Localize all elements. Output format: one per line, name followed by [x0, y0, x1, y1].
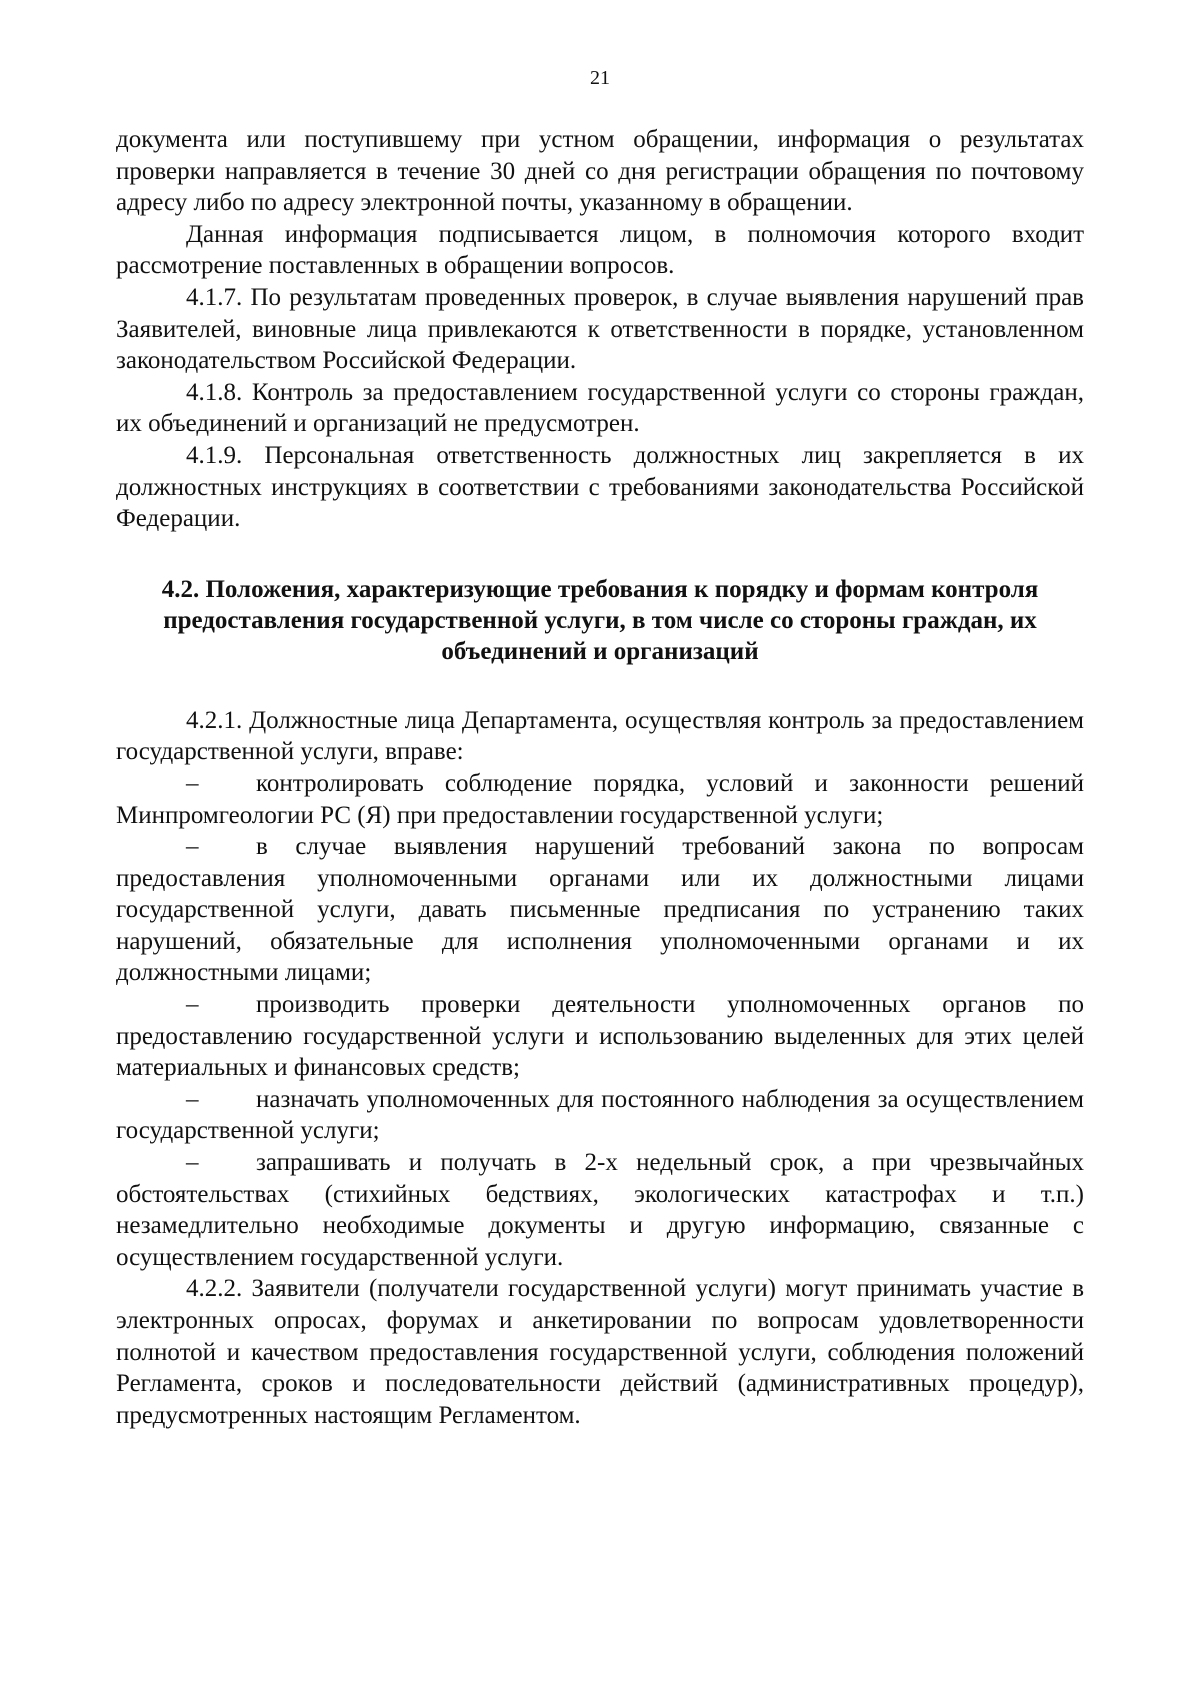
list-item-text: запрашивать и получать в 2-х недельный срок, а при чрезвычайных обстоятельствах (стихийных бедствиях, экологических катастрофах и т.п.) незамедлительно необходимые документы и другую информацию, связанные с осуществлением государственной услуги. [116, 1149, 1084, 1271]
paragraph-4-1-8: 4.1.8. Контроль за предоставлением государственной услуги со стороны граждан, их объединений и организаций не предусмотрен. [116, 378, 1084, 438]
list-item [116, 989, 1084, 1084]
dash-mark: – [186, 769, 199, 797]
dash-mark: – [186, 833, 199, 861]
list-item-text: производить проверки деятельности уполномоченных органов по предоставлению государственной услуги и использованию выделенных для этих целей материальных и финансовых средств; [116, 991, 1084, 1082]
dash-mark: – [186, 1149, 199, 1177]
list-item-text: контролировать соблюдение порядка, условий и законности решений Минпромгеологии РС (Я) при предоставлении государственной услуги; [116, 769, 1084, 829]
paragraph-4-1-7: 4.1.7. По результатам проведенных проверок, в случае выявления нарушений прав Заявителей, виновные лица привлекаются к ответственности в порядке, установленном законодательством Российской Федерации. [116, 283, 1084, 375]
list-item [116, 1147, 1084, 1273]
list-item-text: назначать уполномоченных для постоянного наблюдения за осуществлением государственной услуги; [116, 1085, 1084, 1145]
list-item-text: в случае выявления нарушений требований закона по вопросам предоставления уполномоченными органами или их должностными лицами государственной услуги, давать письменные предписания по устранению таких нарушений, обязательные для исполнения уполномоченными органами и их должностными лицами; [116, 833, 1084, 987]
list-item [116, 768, 1084, 831]
paragraph-4-2-2: 4.2.2. Заявители (получатели государственной услуги) могут принимать участие в электронных опросах, форумах и анкетировании по вопросам удовлетворенности полнотой и качеством предоставления государственной услуги, соблюдения положений Регламента, сроков и последовательности действий (административных процедур), предусмотренных настоящим Регламентом. [116, 1275, 1084, 1429]
dash-mark: – [186, 991, 199, 1019]
page-number: 21 [590, 67, 610, 89]
list-item [116, 831, 1084, 989]
paragraph-continuation: документа или поступившему при устном обращении, информация о результатах проверки направляется в течение 30 дней со дня регистрации обращения по почтовому адресу либо по адресу электронной почты, указанному в обращении. [116, 126, 1084, 217]
paragraph-info-signed: Данная информация подписывается лицом, в полномочия которого входит рассмотрение поставленных в обращении вопросов. [116, 220, 1084, 280]
list-item [116, 1084, 1084, 1147]
paragraph-4-1-9: 4.1.9. Персональная ответственность должностных лиц закрепляется в их должностных инструкциях в соответствии с требованиями законодательства Российской Федерации. [116, 441, 1084, 533]
section-heading-4-2: 4.2. Положения, характеризующие требования к порядку и формам контроля предоставления государственной услуги, в том числе со стороны граждан, их объединений и организаций [161, 575, 1039, 665]
dash-mark: – [186, 1085, 199, 1113]
paragraph-4-2-1: 4.2.1. Должностные лица Департамента, осуществляя контроль за предоставлением государственной услуги, вправе: [116, 706, 1084, 766]
document-body [116, 124, 1084, 1431]
